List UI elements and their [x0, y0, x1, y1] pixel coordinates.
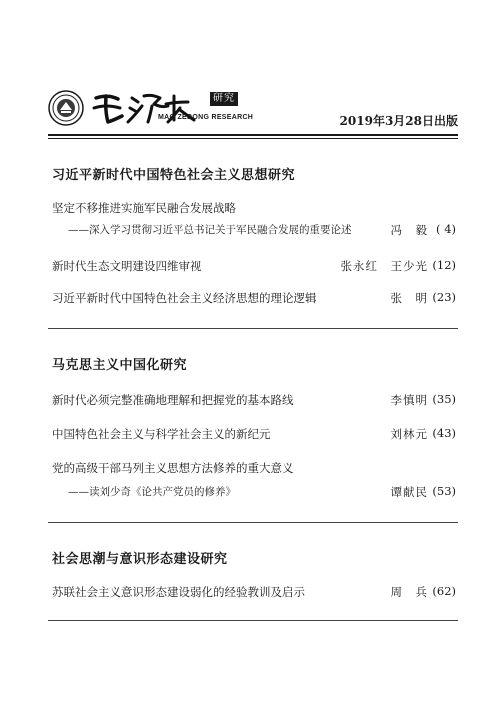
entry-title: 新时代必须完整准确地理解和把握党的基本路线	[52, 393, 294, 407]
section-divider	[48, 522, 458, 523]
section-title: 社会思潮与意识形态建设研究	[52, 552, 228, 567]
section-title: 习近平新时代中国特色社会主义思想研究	[52, 168, 296, 183]
section-divider	[48, 620, 458, 621]
entry-title: 党的高级干部马列主义思想方法修养的重大意义	[52, 461, 294, 475]
toc-entry[interactable]	[52, 200, 456, 216]
entry-title: 中国特色社会主义与科学社会主义的新纪元	[52, 427, 271, 441]
toc-entry-subtitle-row[interactable]	[52, 484, 456, 500]
emblem-icon	[48, 90, 84, 126]
toc-entry[interactable]	[52, 460, 456, 476]
research-label-en: MAO ZEDONG RESEARCH	[158, 114, 254, 121]
entry-page: (62)	[432, 584, 456, 598]
toc-entry-subtitle-row[interactable]	[52, 222, 456, 238]
entry-title: 苏联社会主义意识形态建设弱化的经验教训及启示	[52, 585, 305, 599]
masthead	[48, 88, 458, 132]
entry-subtitle: ——读刘少奇《论共产党员的修养》	[68, 486, 236, 498]
toc-entry[interactable]	[52, 258, 456, 274]
entry-page: (53)	[432, 484, 456, 498]
toc-entry[interactable]	[52, 584, 456, 600]
entry-title: 坚定不移推进实施军民融合发展战略	[52, 201, 236, 215]
research-label-cn: 研究	[210, 92, 238, 106]
entry-page: (43)	[432, 426, 456, 440]
entry-author: 刘林元	[390, 427, 428, 441]
entry-author: 周 兵	[390, 585, 428, 599]
entry-page: (23)	[432, 290, 456, 304]
entry-page: (12)	[432, 258, 456, 272]
toc-entry[interactable]	[52, 426, 456, 442]
section-title: 马克思主义中国化研究	[52, 358, 188, 373]
issue-date: 2019年3月28日出版	[339, 114, 458, 128]
entry-subtitle: ——深入学习贯彻习近平总书记关于军民融合发展的重要论述	[68, 224, 352, 236]
toc-entry[interactable]	[52, 392, 456, 408]
header-rule	[48, 134, 458, 136]
entry-title: 习近平新时代中国特色社会主义经济思想的理论逻辑	[52, 291, 317, 305]
entry-author: 张永红 王少光	[340, 259, 428, 273]
section-divider	[48, 328, 458, 329]
entry-title: 新时代生态文明建设四维审视	[52, 259, 202, 273]
entry-author: 张 明	[390, 291, 428, 305]
entry-author: 李慎明	[390, 393, 428, 407]
entry-author: 谭献民	[390, 485, 428, 499]
entry-page: ( 4)	[436, 222, 456, 236]
entry-page: (35)	[432, 392, 456, 406]
toc-entry[interactable]	[52, 290, 456, 306]
header-rule-thin	[48, 138, 458, 139]
entry-author: 冯 毅	[390, 223, 428, 237]
